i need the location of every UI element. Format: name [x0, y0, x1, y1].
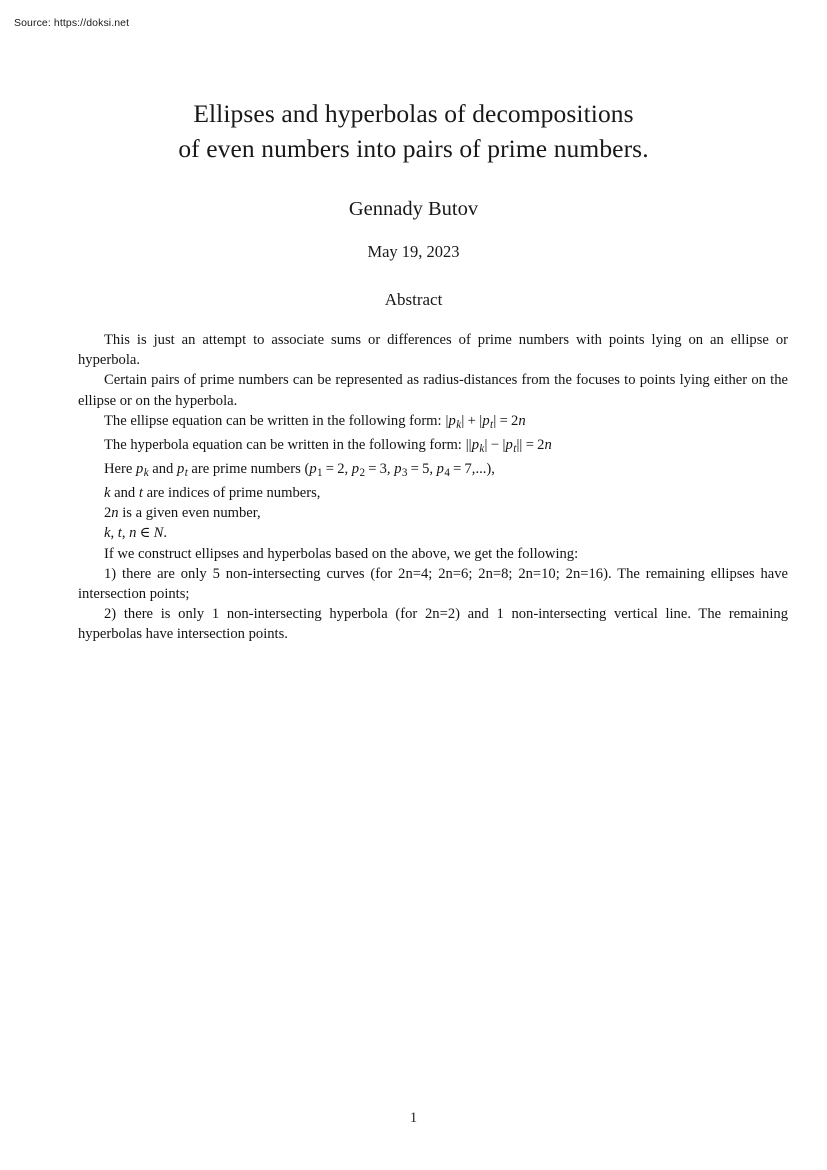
- math-value-5: 5: [422, 460, 430, 477]
- page-title-line-2: of even numbers into pairs of prime numbers.: [178, 134, 649, 163]
- set-membership-line: k, t, n ∈ N.: [104, 525, 168, 542]
- math-sub-t: t: [490, 418, 494, 431]
- math-pipe: |: [502, 436, 506, 453]
- here-definition-line: Here pk and pt are prime numbers (p1 = 2, p2 = 3, p3 = 5, p4 = 7,...),: [104, 460, 495, 479]
- math-equals: =: [499, 412, 508, 429]
- abstract-paragraph-1: This is just an attempt to associate sums or differences of prime numbers with points lying on an ellipse or hyperbola.: [78, 332, 788, 369]
- math-p: p: [471, 436, 480, 453]
- ellipse-equation-text: The ellipse equation can be written in the following form:: [104, 412, 442, 429]
- math-p: p: [351, 460, 360, 477]
- abstract-paragraph-2: Certain pairs of prime numbers can be represented as radius-distances from the focuses to points lying either on the ellipse or on the hyperbola.: [78, 372, 788, 409]
- math-pipe: |: [461, 412, 465, 429]
- abstract-heading: Abstract: [384, 290, 443, 309]
- math-sub-k: k: [456, 418, 462, 431]
- indices-line: k and t are indices of prime numbers,: [104, 485, 321, 502]
- math-sub-1: 1: [317, 466, 323, 479]
- math-k: k: [104, 525, 111, 542]
- math-p: p: [309, 460, 317, 477]
- math-value-2: 2: [337, 460, 345, 477]
- math-element-of: ∈: [139, 525, 151, 542]
- math-pipe: |: [479, 412, 483, 429]
- math-value-3: 3: [379, 460, 387, 477]
- math-value-7: 7: [464, 460, 472, 477]
- math-equals: =: [410, 460, 419, 477]
- math-double-pipe: ||: [516, 436, 523, 453]
- math-p: p: [436, 460, 444, 477]
- math-t: t: [117, 525, 122, 542]
- source-watermark: Source: https://doksi.net: [14, 17, 130, 29]
- math-plus: +: [467, 412, 476, 429]
- hyperbola-equation-text: The hyperbola equation can be written in the following form:: [104, 436, 462, 453]
- ellipse-equation-line: [78, 411, 788, 435]
- page-number: 1: [409, 1110, 418, 1126]
- construct-line: If we construct ellipses and hyperbolas based on the above, we get the following:: [104, 545, 579, 562]
- math-minus: −: [490, 436, 500, 453]
- page-title: [78, 96, 749, 166]
- math-sub-k: k: [143, 466, 149, 479]
- math-sub-2: 2: [359, 466, 366, 479]
- math-pipe: |: [445, 412, 449, 429]
- math-p: p: [448, 412, 456, 429]
- math-double-pipe: ||: [465, 436, 472, 453]
- math-equals: =: [525, 436, 534, 453]
- math-n: n: [129, 525, 137, 542]
- math-n: n: [518, 412, 526, 429]
- publication-date: May 19, 2023: [367, 242, 460, 261]
- math-N: N: [153, 525, 164, 542]
- finding-item-2: 2) there is only 1 non-intersecting hyperbola (for 2n=2) and 1 non-intersecting vertical line. The remaining hyperbolas have intersection points.: [78, 606, 788, 643]
- even-number-line: 2n is a given even number,: [104, 505, 261, 522]
- math-equals: =: [453, 460, 462, 477]
- title-block: [78, 96, 749, 263]
- abstract-body: [78, 330, 788, 645]
- ellipse-equation-math: [445, 413, 525, 429]
- math-p: p: [505, 436, 513, 453]
- math-equals: =: [325, 460, 334, 477]
- math-pipe: |: [484, 436, 488, 453]
- page-title-line-1: Ellipses and hyperbolas of decompositions: [193, 99, 634, 128]
- math-p: p: [177, 460, 185, 477]
- math-equals: =: [368, 460, 377, 477]
- math-sub-t: t: [184, 466, 188, 479]
- math-n: n: [544, 436, 552, 453]
- math-p: p: [482, 412, 490, 429]
- math-sub-3: 3: [401, 466, 408, 479]
- math-n: n: [111, 505, 119, 522]
- math-sub-4: 4: [444, 466, 450, 479]
- math-p: p: [394, 460, 402, 477]
- hyperbola-equation-line: [78, 435, 788, 459]
- author-name: Gennady Butov: [348, 198, 479, 220]
- math-two: 2: [537, 436, 545, 453]
- math-k: k: [104, 485, 111, 502]
- math-pipe: |: [493, 412, 497, 429]
- finding-item-1: 1) there are only 5 non-intersecting curves (for 2n=4; 2n=6; 2n=8; 2n=10; 2n=16). The remaining ellipses have intersection points;: [78, 565, 788, 603]
- math-two: 2: [104, 505, 112, 522]
- math-two: 2: [511, 412, 519, 429]
- math-p: p: [136, 460, 144, 477]
- math-t: t: [138, 485, 143, 502]
- math-sub-k: k: [479, 442, 485, 455]
- hyperbola-equation-math: [466, 437, 552, 453]
- math-sub-t: t: [513, 442, 517, 455]
